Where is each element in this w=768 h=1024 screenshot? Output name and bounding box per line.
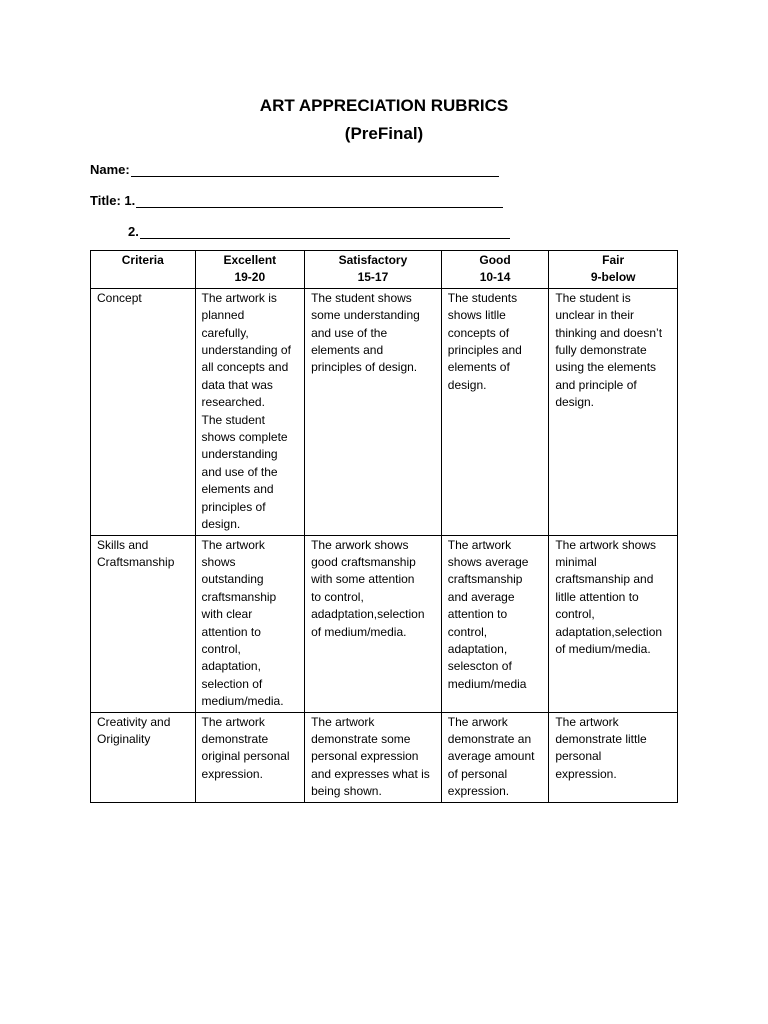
header-fair: [549, 251, 678, 289]
table-row: [91, 712, 678, 802]
name-label: Name:: [90, 162, 130, 177]
header-good: [441, 251, 549, 289]
concept-fair-cell: The student is unclear in their thinking and doesn’t fully demonstrate using the elements and principle of design.: [549, 288, 678, 535]
header-score-range: 15-17: [357, 270, 389, 285]
header-label: Excellent: [223, 253, 277, 267]
criteria-skills-craftsmanship: Skills and Craftsmanship: [91, 535, 196, 712]
name-blank-line[interactable]: [131, 162, 499, 177]
concept-satisfactory-cell: The student shows some understanding and use of the elements and principles of design.: [305, 288, 442, 535]
criteria-creativity-originality: Creativity and Originality: [91, 712, 196, 802]
creativity-good-cell: The arwork demonstrate an average amount of personal expression.: [441, 712, 549, 802]
concept-excellent-cell: The artwork is planned carefully, understanding of all concepts and data that was researched. The student shows complete understanding and use of the elements and principles of design.: [195, 288, 305, 535]
rubric-table: [90, 250, 678, 803]
skills-fair-cell: The artwork shows minimal craftsmanship and litlle attention to control, adaptation,selection of medium/media.: [549, 535, 678, 712]
creativity-excellent-cell: The artwork demonstrate original personal expression.: [195, 712, 305, 802]
criteria-concept: Concept: [91, 288, 196, 535]
header-label: Criteria: [121, 253, 164, 267]
header-criteria: [91, 251, 196, 289]
creativity-fair-cell: The artwork demonstrate little personal expression.: [549, 712, 678, 802]
table-header-row: [91, 251, 678, 289]
document-title: ART APPRECIATION RUBRICS: [259, 96, 509, 115]
header-excellent: [195, 251, 305, 289]
table-row: [91, 288, 678, 535]
skills-excellent-cell: The artwork shows outstanding craftsmanship with clear attention to control, adaptation, selection of medium/media.: [195, 535, 305, 712]
title-1-blank-line[interactable]: [136, 193, 503, 208]
header-score-range: 9-below: [590, 270, 636, 285]
title-2-field[interactable]: [128, 221, 510, 239]
title-1-label: Title: 1.: [90, 193, 136, 208]
header-label: Good: [479, 253, 511, 267]
title-1-field[interactable]: [90, 190, 503, 208]
header-label: Fair: [602, 253, 625, 267]
title-2-label: 2.: [128, 224, 139, 239]
header-satisfactory: [305, 251, 442, 289]
table-row: [91, 535, 678, 712]
document-subtitle: (PreFinal): [344, 124, 424, 143]
name-field[interactable]: [90, 159, 499, 177]
creativity-satisfactory-cell: The artwork demonstrate some personal expression and expresses what is being shown.: [305, 712, 442, 802]
skills-satisfactory-cell: The arwork shows good craftsmanship with some attention to control, adadptation,selection of medium/media.: [305, 535, 442, 712]
header-label: Satisfactory: [338, 253, 408, 267]
title-2-blank-line[interactable]: [140, 224, 510, 239]
concept-good-cell: The students shows litlle concepts of principles and elements of design.: [441, 288, 549, 535]
header-score-range: 10-14: [479, 270, 511, 285]
skills-good-cell: The artwork shows average craftsmanship and average attention to control, adaptation, selescton of medium/media: [441, 535, 549, 712]
header-score-range: 19-20: [234, 270, 266, 285]
